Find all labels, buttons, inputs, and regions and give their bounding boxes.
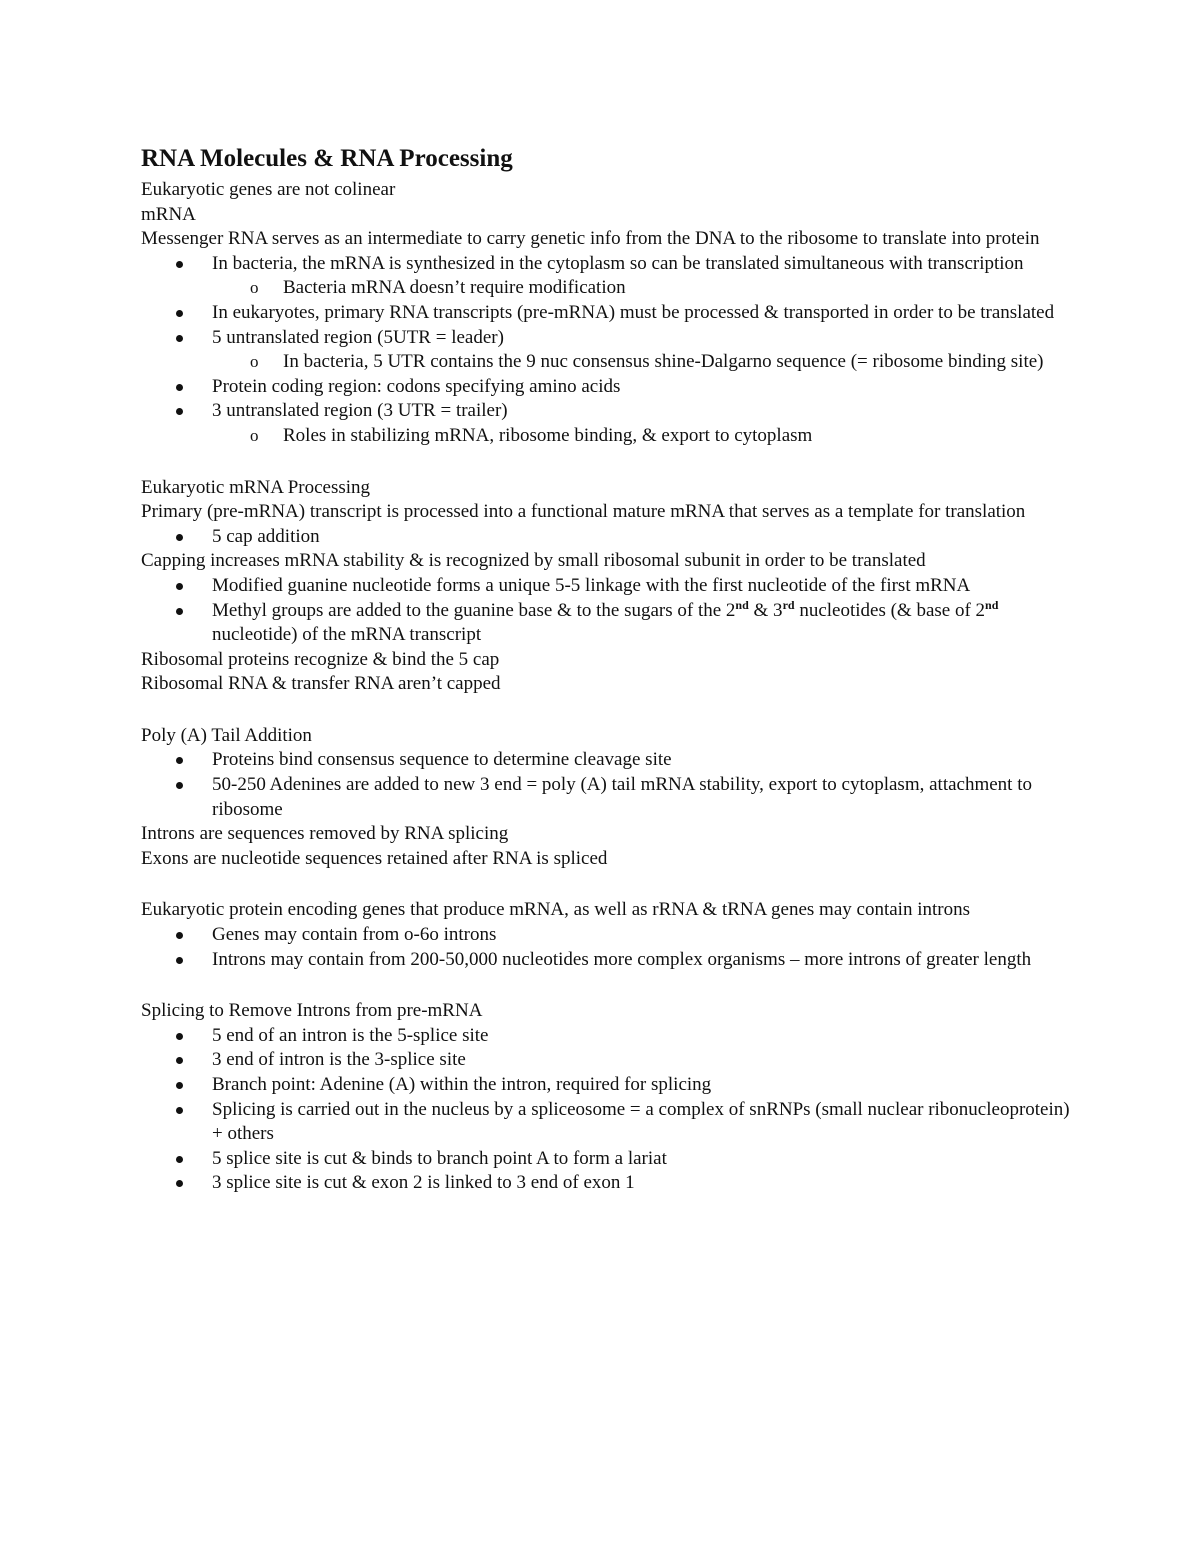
list-item: 3 untranslated region (3 UTR = trailer) [141,399,1071,424]
paragraph: Ribosomal RNA & transfer RNA aren’t capped [141,673,501,695]
list-item: 5 splice site is cut & binds to branch point A to form a lariat [141,1147,1071,1172]
spacer [141,697,1071,724]
paragraph: Eukaryotic protein encoding genes that produce mRNA, as well as rRNA & tRNA genes may contain introns [141,899,970,921]
section-heading: Eukaryotic mRNA Processing [141,476,371,498]
text-run: Methyl groups are added to the guanine base & to the sugars of the 2 [212,599,736,621]
text-run: & 3 [748,599,783,621]
list-item: 5 end of an intron is the 5-splice site [141,1024,1071,1049]
list-item: 5 untranslated region (5UTR = leader) [141,326,1071,351]
list-item: 3 end of intron is the 3-splice site [141,1048,1071,1073]
text-run: nucleotide) of the mRNA transcript [212,624,482,646]
sub-list-item: o Bacteria mRNA doesn’t require modification [141,276,1071,301]
paragraph: Primary (pre-mRNA) transcript is processed into a functional mature mRNA that serves as a template for translation [141,501,1026,523]
list-item: Genes may contain from o-6o introns [141,923,1071,948]
spacer [141,449,1071,476]
paragraph: Exons are nucleotide sequences retained after RNA is spliced [141,847,608,869]
text-run: nucleotides (& base of 2 [794,599,986,621]
list-item: Introns may contain from 200-50,000 nucleotides more complex organisms – more introns of greater length [141,948,1071,973]
section-heading: Poly (A) Tail Addition [141,724,312,746]
bullet-list [141,525,1071,550]
list-item: Proteins bind consensus sequence to determine cleavage site [141,748,1071,773]
list-item: 5 cap addition [141,525,1071,550]
list-item: 50-250 Adenines are added to new 3 end = poly (A) tail mRNA stability, export to cytoplasm, attachment to ribosome [141,773,1071,822]
list-item-methyl [141,599,1071,648]
list-item: In eukaryotes, primary RNA transcripts (pre-mRNA) must be processed & transported in order to be translated [141,301,1071,326]
superscript: nd [735,597,749,612]
page-title: RNA Molecules & RNA Processing [141,145,513,172]
document-page [141,143,1071,1196]
list-item: Modified guanine nucleotide forms a unique 5-5 linkage with the first nucleotide of the first mRNA [141,574,1071,599]
bullet-list [141,923,1071,972]
section-heading: Splicing to Remove Introns from pre-mRNA [141,1000,483,1022]
sub-list-item: o Roles in stabilizing mRNA, ribosome binding, & export to cytoplasm [141,424,1071,449]
superscript: rd [782,597,795,612]
paragraph: Capping increases mRNA stability & is recognized by small ribosomal subunit in order to be translated [141,550,926,572]
paragraph: Introns are sequences removed by RNA splicing [141,823,509,845]
list-item: Branch point: Adenine (A) within the intron, required for splicing [141,1073,1071,1098]
bullet-list [141,748,1071,822]
spacer [141,972,1071,999]
bullet-list [141,574,1071,648]
intro-paragraph: Messenger RNA serves as an intermediate to carry genetic info from the DNA to the ribosome to translate into protein [141,228,1040,250]
sub-list-item: o In bacteria, 5 UTR contains the 9 nuc consensus shine-Dalgarno sequence (= ribosome binding site) [141,350,1071,375]
spacer [141,871,1071,898]
superscript: nd [985,597,999,612]
list-item: Splicing is carried out in the nucleus by a spliceosome = a complex of snRNPs (small nuclear ribonucleoprotein) + others [141,1098,1071,1147]
section-label-mrna: mRNA [141,203,196,225]
intro-line: Eukaryotic genes are not colinear [141,179,396,200]
bullet-list [141,1024,1071,1196]
list-item: In bacteria, the mRNA is synthesized in the cytoplasm so can be translated simultaneous with transcription [141,252,1071,277]
list-item: 3 splice site is cut & exon 2 is linked to 3 end of exon 1 [141,1171,1071,1196]
paragraph: Ribosomal proteins recognize & bind the 5 cap [141,648,500,670]
mrna-bullet-list [141,252,1071,449]
list-item: Protein coding region: codons specifying amino acids [141,375,1071,400]
